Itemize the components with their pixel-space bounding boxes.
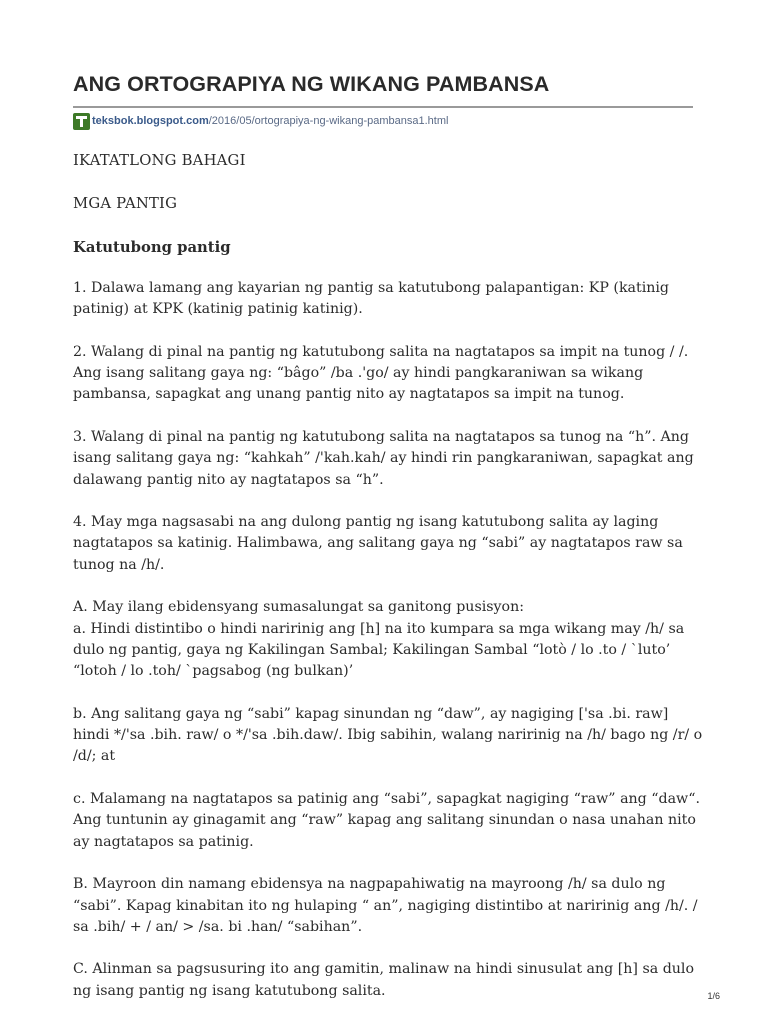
paragraph-a: A. May ilang ebidensyang sumasalungat sa ganitong pusisyon: a. Hindi distintibo o hindi naririnig ang [h] na ito kumpara sa mga wikang may /h/ sa dulo ng pantig, gaya ng Kakilingan Sambal; Kakilingan Sambal “lotò / lo .to / `luto’ “lotoh / lo .toh/ `pagsabog (ng bulkan)’ — [73, 599, 685, 680]
source-link[interactable] — [73, 112, 448, 130]
paragraph-b-upper: B. Mayroon din namang ebidensya na nagpapahiwatig na mayroong /h/ sa dulo ng “sabi”. Kapag kinabitan ito ng hulaping “ an”, nagiging distintibo at naririnig ang /h/. / sa .bih/ + / an/ > /sa. bi .han/ “sabihan”. — [73, 876, 698, 935]
section-heading: MGA PANTIG — [73, 195, 178, 213]
source-path[interactable]: /2016/05/ortograpiya-ng-wikang-pambansa1.html — [208, 115, 449, 127]
paragraph-3: 3. Walang di pinal na pantig ng katutubong salita na nagtatapos sa tunog na “h”. Ang isang salitang gaya ng: “kahkah” /'kah.kah/ ay hindi rin pangkaraniwan, sapagkat ang dalawang pantig nito ay nagtatapos sa “h”. — [73, 428, 694, 488]
source-domain[interactable]: teksbok.blogspot.com — [92, 115, 209, 127]
paragraph-b-lower: b. Ang salitang gaya ng “sabi” kapag sinundan ng “daw”, ay nagiging ['sa .bi. raw] hindi */'sa .bih. raw/ o */'sa .bih.daw/. Ibig sabihin, walang naririnig na /h/ bago ng /r/ o /d/; at — [73, 705, 703, 765]
paragraph-2: 2. Walang di pinal na pantig ng katutubong salita na nagtatapos sa impit na tunog / /. Ang isang salitang gaya ng: “bâgo” /ba .'go/ ay hindi pangkaraniwan sa wikang pambansa, sapagkat ang unang pantig nito ay nagtatapos sa impit na tunog. — [73, 343, 689, 403]
site-logo-icon — [73, 113, 90, 130]
subsection-heading: Katutubong pantig — [73, 238, 231, 256]
paragraph-4: 4. May mga nagsasabi na ang dulong pantig ng isang katutubong salita ay laging nagtatapos sa katinig. Halimbawa, ang salitang gaya ng “sabi” ay nagtatapos raw sa tunog na /h/. — [73, 514, 683, 573]
title-divider — [73, 106, 693, 108]
paragraph-c-lower: c. Malamang na nagtatapos sa patinig ang “sabi”, sapagkat nagiging “raw” ang “daw“. Ang tuntunin ay ginagamit ang “raw” kapag ang salitang sinundan o nasa unahan nito ay nagtatapos sa patinig. — [73, 791, 700, 850]
document-body — [73, 150, 703, 1023]
paragraph-c-upper: C. Alinman sa pagsusuring ito ang gamitin, malinaw na hindi sinusulat ang [h] sa dulo ng isang pantig ng isang katutubong salita. — [73, 961, 695, 999]
page-number: 1/6 — [707, 991, 720, 1001]
part-heading: IKATATLONG BAHAGI — [73, 152, 246, 169]
paragraph-1: 1. Dalawa lamang ang kayarian ng pantig sa katutubong palapantigan: KP (katinig patinig) at KPK (katinig patinig katinig). — [73, 279, 669, 318]
document-title: ANG ORTOGRAPIYA NG WIKANG PAMBANSA — [73, 72, 550, 96]
